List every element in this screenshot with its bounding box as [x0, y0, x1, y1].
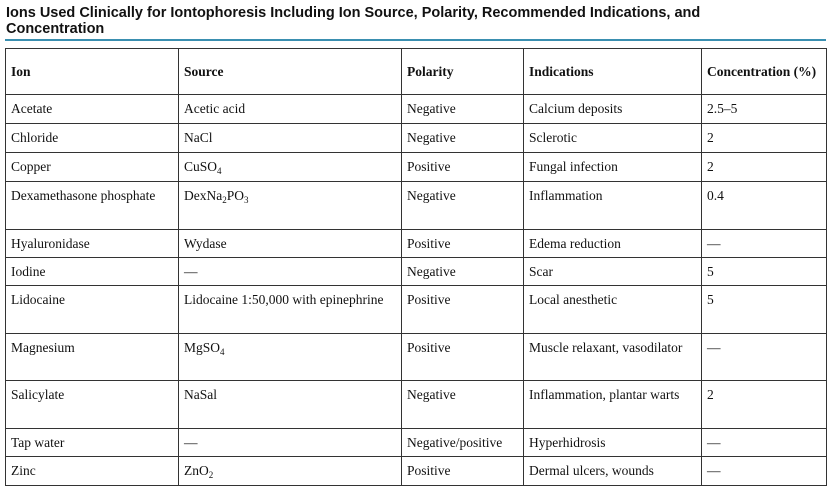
cell-concentration: 2	[702, 153, 827, 182]
cell-source: ZnO$_2$	[179, 457, 402, 486]
cell-polarity: Negative	[402, 381, 524, 429]
cell-source: $DexNa_2PO_3$	[179, 182, 402, 230]
table-row	[6, 124, 827, 153]
cell-concentration: 2	[702, 381, 827, 429]
cell-ion: Salicylate	[6, 381, 179, 429]
cell-ion: Iodine	[6, 258, 179, 286]
cell-indications: Sclerotic	[524, 124, 702, 153]
ions-table	[5, 48, 827, 486]
cell-indications: Edema reduction	[524, 230, 702, 258]
cell-indications: Local anesthetic	[524, 286, 702, 334]
table-row	[6, 286, 827, 334]
cell-indications: Scar	[524, 258, 702, 286]
cell-indications: Muscle relaxant, vasodilator	[524, 334, 702, 381]
cell-source: Wydase	[179, 230, 402, 258]
table-row	[6, 334, 827, 381]
cell-concentration: —	[702, 334, 827, 381]
cell-ion: Tap water	[6, 429, 179, 457]
cell-polarity: Positive	[402, 230, 524, 258]
cell-indications: Inflammation	[524, 182, 702, 230]
title-rule	[5, 39, 826, 41]
cell-polarity: Positive	[402, 153, 524, 182]
cell-source: MgSO$_4$	[179, 334, 402, 381]
cell-ion: Copper	[6, 153, 179, 182]
cell-source: Acetic acid	[179, 95, 402, 124]
cell-polarity: Negative	[402, 124, 524, 153]
cell-source: Lidocaine 1:50,000 with epinephrine	[179, 286, 402, 334]
table-row	[6, 230, 827, 258]
cell-ion: Dexamethasone phosphate	[6, 182, 179, 230]
cell-ion: Lidocaine	[6, 286, 179, 334]
table-header-row	[6, 49, 827, 95]
cell-concentration: 2	[702, 124, 827, 153]
table-row	[6, 182, 827, 230]
cell-polarity: Positive	[402, 334, 524, 381]
cell-polarity: Negative	[402, 95, 524, 124]
header-ion: Ion	[6, 49, 179, 95]
cell-indications: Fungal infection	[524, 153, 702, 182]
cell-ion: Acetate	[6, 95, 179, 124]
cell-polarity: Negative/positive	[402, 429, 524, 457]
cell-source: —	[179, 429, 402, 457]
table-row	[6, 153, 827, 182]
header-source: Source	[179, 49, 402, 95]
cell-polarity: Negative	[402, 182, 524, 230]
cell-polarity: Negative	[402, 258, 524, 286]
cell-concentration: 2.5–5	[702, 95, 827, 124]
header-indications: Indications	[524, 49, 702, 95]
cell-polarity: Positive	[402, 286, 524, 334]
table-row	[6, 258, 827, 286]
table-row	[6, 429, 827, 457]
cell-ion: Chloride	[6, 124, 179, 153]
cell-concentration: 5	[702, 258, 827, 286]
cell-source: CuSO$_4$	[179, 153, 402, 182]
cell-ion: Hyaluronidase	[6, 230, 179, 258]
cell-indications: Hyperhidrosis	[524, 429, 702, 457]
cell-polarity: Positive	[402, 457, 524, 486]
cell-indications: Dermal ulcers, wounds	[524, 457, 702, 486]
cell-concentration: 0.4	[702, 182, 827, 230]
cell-source: NaSal	[179, 381, 402, 429]
cell-concentration: 5	[702, 286, 827, 334]
table-row	[6, 381, 827, 429]
cell-ion: Magnesium	[6, 334, 179, 381]
cell-concentration: —	[702, 457, 827, 486]
cell-indications: Inflammation, plantar warts	[524, 381, 702, 429]
table-title: Ions Used Clinically for Iontophoresis Including Ion Source, Polarity, Recommended Indications, and Concentration	[6, 5, 701, 37]
header-polarity: Polarity	[402, 49, 524, 95]
table-row	[6, 95, 827, 124]
cell-ion: Zinc	[6, 457, 179, 486]
cell-concentration: —	[702, 230, 827, 258]
cell-source: NaCl	[179, 124, 402, 153]
cell-concentration: —	[702, 429, 827, 457]
table-row	[6, 457, 827, 486]
header-concentration: Concentration (%)	[702, 49, 827, 95]
cell-indications: Calcium deposits	[524, 95, 702, 124]
cell-source: —	[179, 258, 402, 286]
